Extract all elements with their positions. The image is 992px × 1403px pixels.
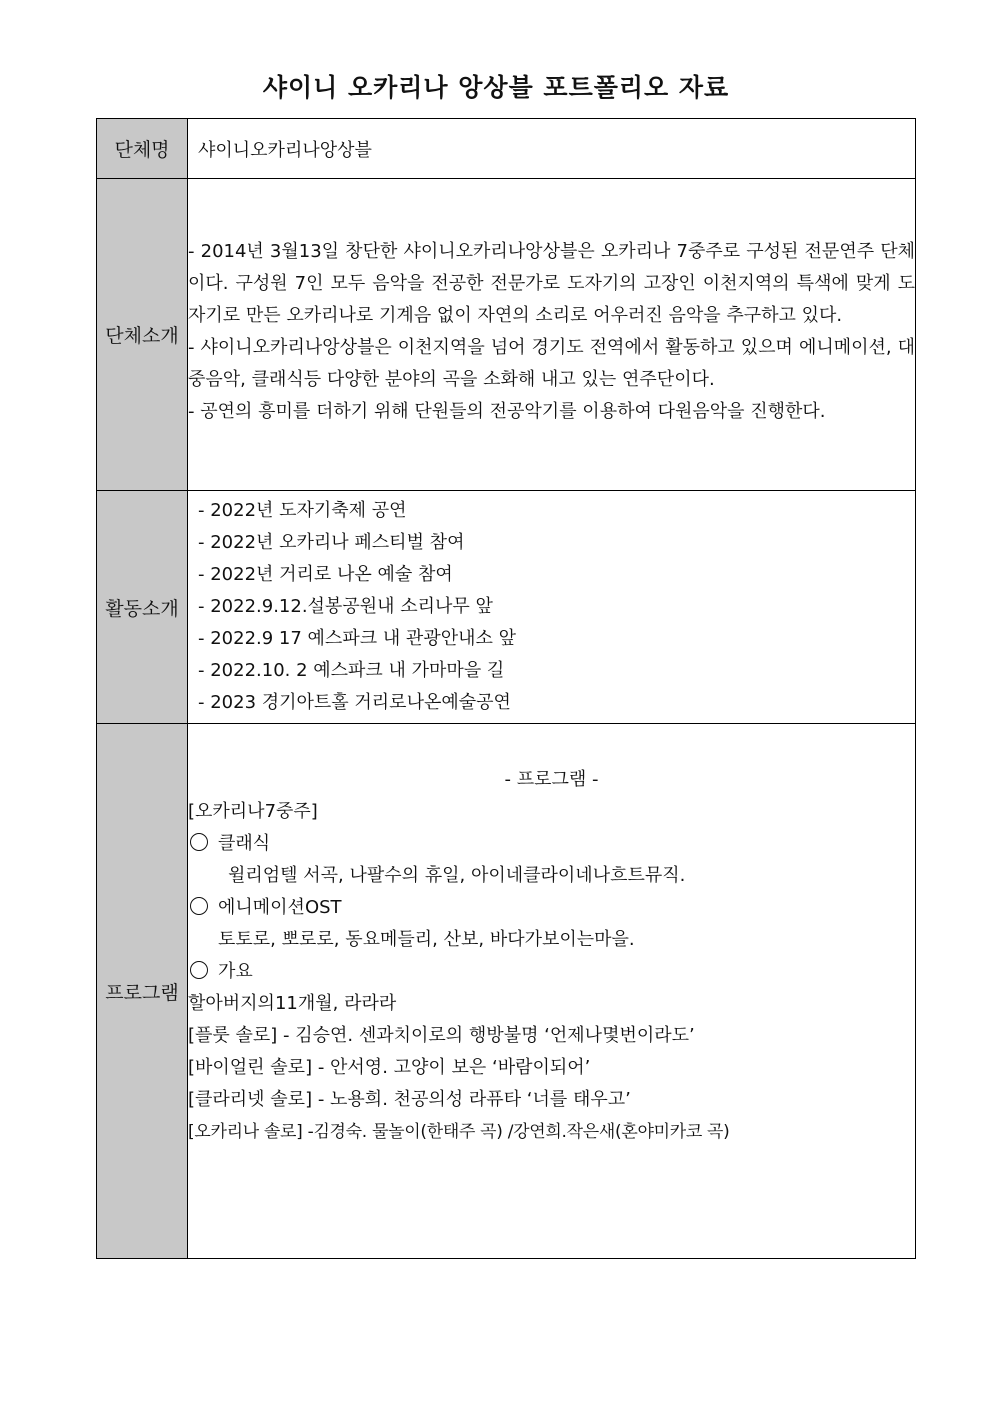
intro-paragraph-1: - 2014년 3월13일 창단한 샤이니오카리나앙상블은 오카리나 7중주로 구성된 전문연주 단체이다. 구성원 7인 모두 음악을 전공한 전문가로 도자기의 고장인 이천지역의 특색에 맞게 도자기로 만든 오카리나로 기계음 없이 자연의 소리로 어우러진 음악을 추구하고 있다. [188,240,915,326]
program-content [188,764,915,1148]
row-activities [97,491,916,724]
document-title: 샤이니 오카리나 앙상블 포트폴리오 자료 [262,73,730,102]
solo-line: [오카리나 솔로] -김경숙. 물놀이(한태주 곡) /강연희.작은새(혼야미카코 곡) [188,1122,730,1142]
label-group-intro: 단체소개 [97,179,188,491]
kpop-title: 가요 [218,961,253,982]
classic-items: 윌리엄텔 서곡, 나팔수의 휴일, 아이네클라이네나흐트뮤직. [228,865,686,886]
solo-line: [플룻 솔로] - 김승연. 센과치이로의 행방불명 ‘언제나몇번이라도’ [188,1025,695,1046]
classic-title: 클래식 [218,833,271,854]
intro-paragraph-2: - 샤이니오카리나앙상블은 이천지역을 넘어 경기도 전역에서 활동하고 있으며 에니메이션, 대중음악, 클래식등 다양한 분야의 곡을 소화해 내고 있는 연주단이다. [188,336,915,390]
label-group-name: 단체명 [97,119,188,179]
portfolio-table [96,118,916,1259]
program-cell [188,724,916,1259]
list-item: - 2023 경기아트홀 거리로나온예술공연 [198,692,511,713]
list-item: - 2022년 오카리나 페스티벌 참여 [198,532,465,553]
list-item: - 2022년 거리로 나온 예술 참여 [198,564,453,585]
kpop-section [188,956,915,988]
label-activities: 활동소개 [97,491,188,724]
circle-bullet-icon [190,833,208,851]
circle-bullet-icon [190,897,208,915]
solo-line: [클라리넷 솔로] - 노용희. 천공의성 라퓨타 ‘너를 태우고’ [188,1089,631,1110]
activities-cell [188,491,916,724]
circle-bullet-icon [190,961,208,979]
animation-items: 토토로, 뽀로로, 동요메들리, 산보, 바다가보이는마을. [218,929,635,950]
label-program: 프로그램 [97,724,188,1259]
row-group-name [97,119,916,179]
intro-text [188,236,915,428]
list-item: - 2022년 도자기축제 공연 [198,500,407,521]
list-item: - 2022.9.12.설봉공원내 소리나무 앞 [198,596,493,617]
group-intro-cell [188,179,916,491]
group-name-cell [188,119,916,179]
group-name-value: 샤이니오카리나앙상블 [198,139,372,161]
solo-line: [바이얼린 솔로] - 안서영. 고양이 보은 ‘바람이되어’ [188,1057,591,1078]
program-heading: - 프로그램 - [504,769,599,790]
animation-section [188,892,915,924]
kpop-items: 할아버지의11개월, 라라라 [188,993,397,1014]
row-group-intro [97,179,916,491]
animation-title: 에니메이션OST [218,897,342,918]
activities-list [188,495,915,719]
intro-paragraph-3: - 공연의 흥미를 더하기 위해 단원들의 전공악기를 이용하여 다원음악을 진행한다. [188,400,826,422]
program-group: [오카리나7중주] [188,801,318,822]
list-item: - 2022.9 17 예스파크 내 관광안내소 앞 [198,628,516,649]
list-item: - 2022.10. 2 예스파크 내 가마마을 길 [198,660,505,681]
row-program [97,724,916,1259]
classic-section [188,828,915,860]
